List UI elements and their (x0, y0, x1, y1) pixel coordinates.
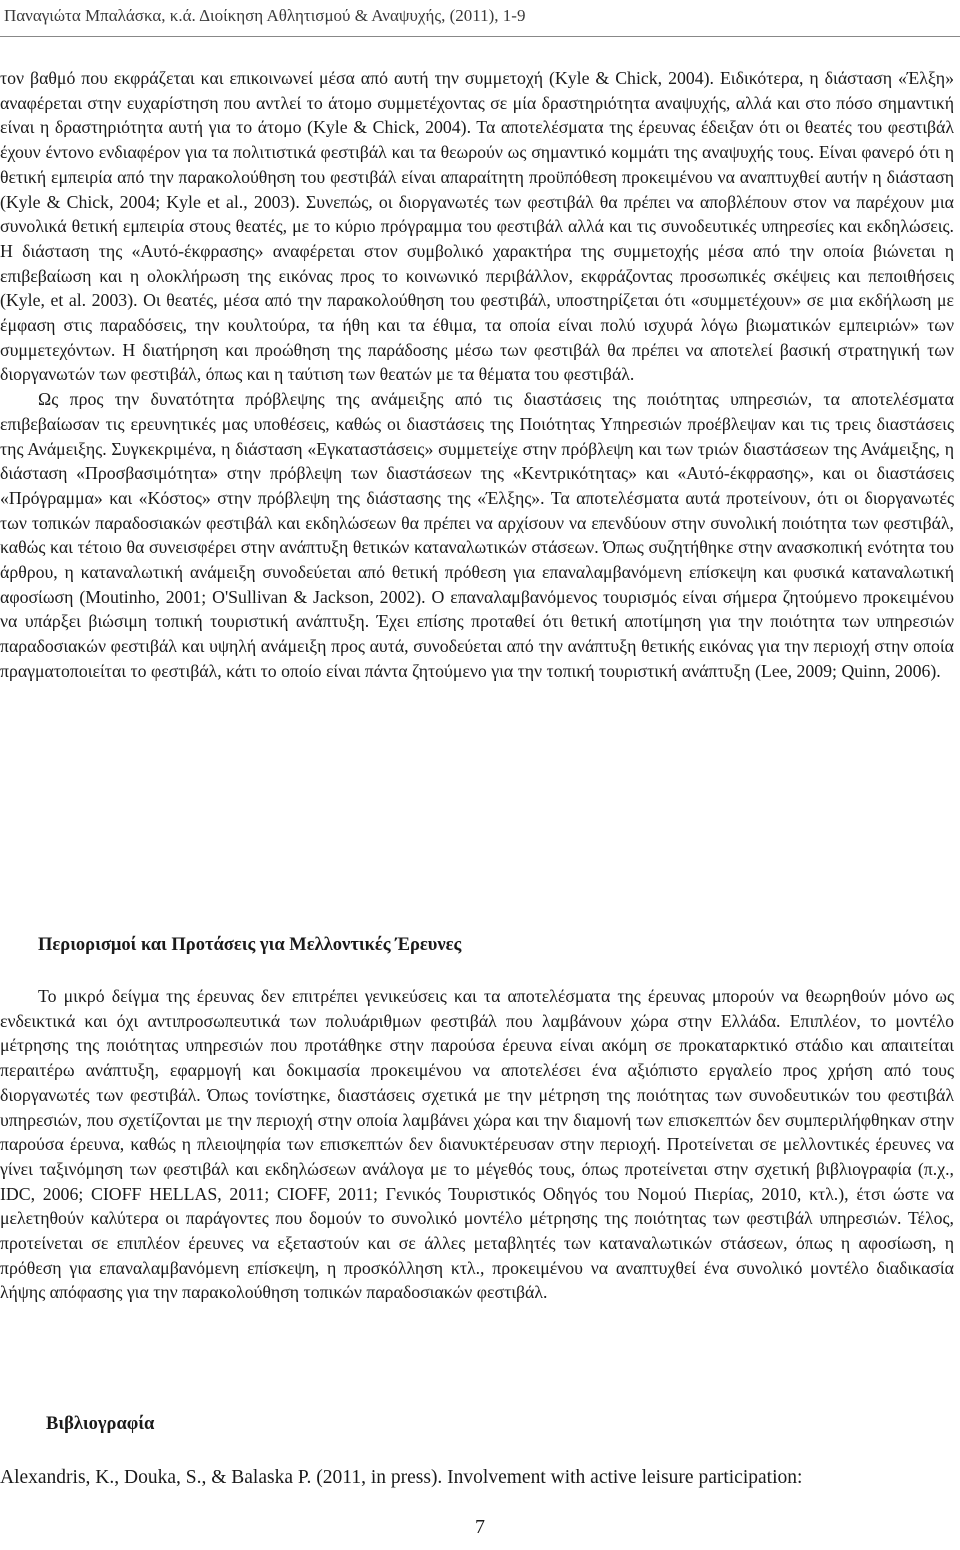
header-divider (0, 36, 960, 37)
paragraph: Ως προς την δυνατότητα πρόβλεψης της ανάμειξης από τις διαστάσεις της ποιότητας υπηρεσιών, τα αποτελέσματα επιβεβαίωσαν τις ερευνητικές μας υποθέσεις, καθώς οι διαστάσεις της Ποιότητας Υπηρεσιών προέβλεψαν και τις τρεις διαστάσεις της Ανάμειξης. Συγκεκριμένα, η διάσταση «Εγκαταστάσεις» συμμετείχε στην πρόβλεψη και των τριών διαστάσεων της Ανάμειξης, η διάσταση «Προσβασιμότητα» στην πρόβλεψη των διαστάσεων της «Κεντρικότητας» και «Αυτό-έκφρασης», και οι διαστάσεις «Πρόγραμμα» και «Κόστος» στην πρόβλεψη της διάστασης της «Έλξης». Τα αποτελέσματα αυτά προτείνουν, ότι οι διοργανωτές των τοπικών παραδοσιακών φεστιβάλ και εκδηλώσεων θα πρέπει να αρχίσουν να επενδύουν στην συνολική ποιότητα των φεστιβάλ, καθώς και τέτοιο θα συνεισφέρει στην ανάπτυξη θετικών καταναλωτικών στάσεων. Όπως συζητήθηκε στην ανασκοπική ενότητα του άρθρου, η καταναλωτική ανάμειξη συνοδεύεται από θετική πρόθεση για επαναλαμβανόμενη επίσκεψη και φυσικά καταναλωτική αφοσίωση (Moutinho, 2001; O'Sullivan & Jackson, 2002). Ο επαναλαμβανόμενος τουρισμός είναι σήμερα ζητούμενο προκειμένου να υπάρξει βιώσιμη τοπική τουριστική ανάπτυξη. Έχει επίσης προταθεί ότι θετική αποτίμηση για την ποιότητα των υπηρεσιών παραδοσιακών φεστιβάλ και υψηλή ανάμειξη προς αυτά, συνοδεύεται από την ανάπτυξη θετικής εικόνας για την περιοχή στην οποία πραγματοποιείται το φεστιβάλ, κάτι το οποίο είναι πάντα ζητούμενο για την τοπική τουριστική ανάπτυξη (Lee, 2009; Quinn, 2006). (0, 389, 954, 681)
section-body (0, 984, 954, 1305)
references-heading: Βιβλιογραφία (46, 1414, 155, 1434)
reference-entry: Alexandris, K., Douka, S., & Balaska P. (2011, in press). Involvement with active leisure participation: (0, 1467, 803, 1488)
paragraph-continued: τον βαθμό που εκφράζεται και επικοινωνεί μέσα από αυτή την συμμετοχή (Kyle & Chick, 2004). Ειδικότερα, η διάσταση «Έλξη» αναφέρεται στην ευχαρίστηση που αντλεί το άτομο συμμετέχοντας σε μία δραστηριότητα αναψυχής, αλλά και στο πόσο σημαντική είναι η δραστηριότητα αυτή για το άτομο (Kyle & Chick, 2004). Τα αποτελέσματα της έρευνας έδειξαν ότι οι θεατές του φεστιβάλ έχουν έντονο ενδιαφέρον για τα πολιτιστικά φεστιβάλ και τα θεωρούν ως σημαντικό κομμάτι της αναψυχής τους. Είναι φανερό ότι η θετική εμπειρία από την παρακολούθηση του φεστιβάλ είναι απαραίτητη προϋπόθεση προκειμένου να αναπτυχθεί αυτήν η διάσταση (Kyle & Chick, 2004; Kyle et al., 2003). Συνεπώς, οι διοργανωτές των φεστιβάλ θα πρέπει να αποβλέπουν στον να παρέχουν μια συνολικά θετική εμπειρία στους θεατές, με το κύριο πρόγραμμα του φεστιβάλ αλλά και τις συνοδευτικές υπηρεσίες και εκδηλώσεις. Η διάσταση της «Αυτό-έκφρασης» αναφέρεται στον συμβολικό χαρακτήρα της συμμετοχής μέσα από την οποία βιώνεται η επιβεβαίωση και η ολοκλήρωση της εικόνας προς το κοινωνικό περιβάλλον, εκφράζοντας προσωπικές σκέψεις και πεποιθήσεις (Kyle, et al. 2003). Οι θεατές, μέσα από την παρακολούθηση του φεστιβάλ, υποστηρίζεται ότι «συμμετέχουν» σε μια εκδήλωση με έμφαση στις παραδόσεις, την κουλτούρα, τα ήθη και τα έθιμα, τα οποία είναι πολύ ισχυρά λόγω βιωματικών εμπειριών» των συμμετεχόντων. Η διατήρηση και προώθηση της παράδοσης μέσω των φεστιβάλ θα πρέπει να αποτελεί βασική στρατηγική των διοργανωτών των φεστιβάλ, όπως και η ταύτιση των θεατών με τα θέματα του φεστιβάλ. (0, 68, 954, 385)
paragraph: Το μικρό δείγμα της έρευνας δεν επιτρέπει γενικεύσεις και τα αποτελέσματα της έρευνας μπορούν να θεωρηθούν μόνο ως ενδεικτικά και όχι αντιπροσωπευτικά των πολυάριθμων φεστιβάλ που λαμβάνουν χώρα στην Ελλάδα. Επιπλέον, το μοντέλο μέτρησης της ποιότητας υπηρεσιών που προτάθηκε στην παρούσα έρευνα είναι ακόμη σε προκαταρκτικό στάδιο και απαιτείται περαιτέρω ανάπτυξη, εφαρμογή και δοκιμασία προκειμένου να αποτελέσει ένα αξιόπιστο εργαλείο προς χρήση από τους διοργανωτές των φεστιβάλ. Όπως τονίστηκε, διαστάσεις σχετικά με την μέτρηση της ποιότητας των συνοδευτικών του φεστιβάλ υπηρεσιών, που σχετίζονται με την περιοχή στην οποία λαμβάνει χώρα και την διαμονή των επισκεπτών δεν συμπεριλήφθηκαν στην παρούσα έρευνα, καθώς η πλειοψηφία των επισκεπτών δεν διανυκτέρευσαν στην περιοχή. Προτείνεται σε μελλοντικές έρευνες να γίνει ταξινόμηση των φεστιβάλ και εκδηλώσεων ανάλογα με το μέγεθός τους, όπως προτείνεται στην σχετική βιβλιογραφία (π.χ., IDC, 2006; CIOFF HELLAS, 2011; CIOFF, 2011; Γενικός Τουριστικός Οδηγός του Νομού Πιερίας, 2010, κτλ.), έτσι ώστε να μελετηθούν καλύτερα οι παράγοντες που δομούν το συνολικό μοντέλο μέτρησης της ποιότητας των φεστιβάλ υπηρεσιών. Τέλος, προτείνεται σε επιπλέον έρευνες να εξεταστούν και σε άλλες μεταβλητές των καταναλωτικών στάσεων, όπως η αφοσίωση, η πρόθεση για επαναλαμβανόμενη επίσκεψη, η προσκόλληση κτλ., προκειμένου να αναπτυχθεί ένα συνολικό μοντέλο διαδικασία λήψης απόφασης για την παρακολούθηση τοπικών παραδοσιακών φεστιβάλ. (0, 986, 954, 1303)
page-number: 7 (475, 1516, 485, 1538)
running-header: Παναγιώτα Μπαλάσκα, κ.ά. Διοίκηση Αθλητισμού & Αναψυχής, (2011), 1-9 (4, 6, 526, 25)
body-text (0, 66, 954, 684)
section-heading: Περιορισμοί και Προτάσεις για Μελλοντικές Έρευνες (38, 935, 462, 955)
